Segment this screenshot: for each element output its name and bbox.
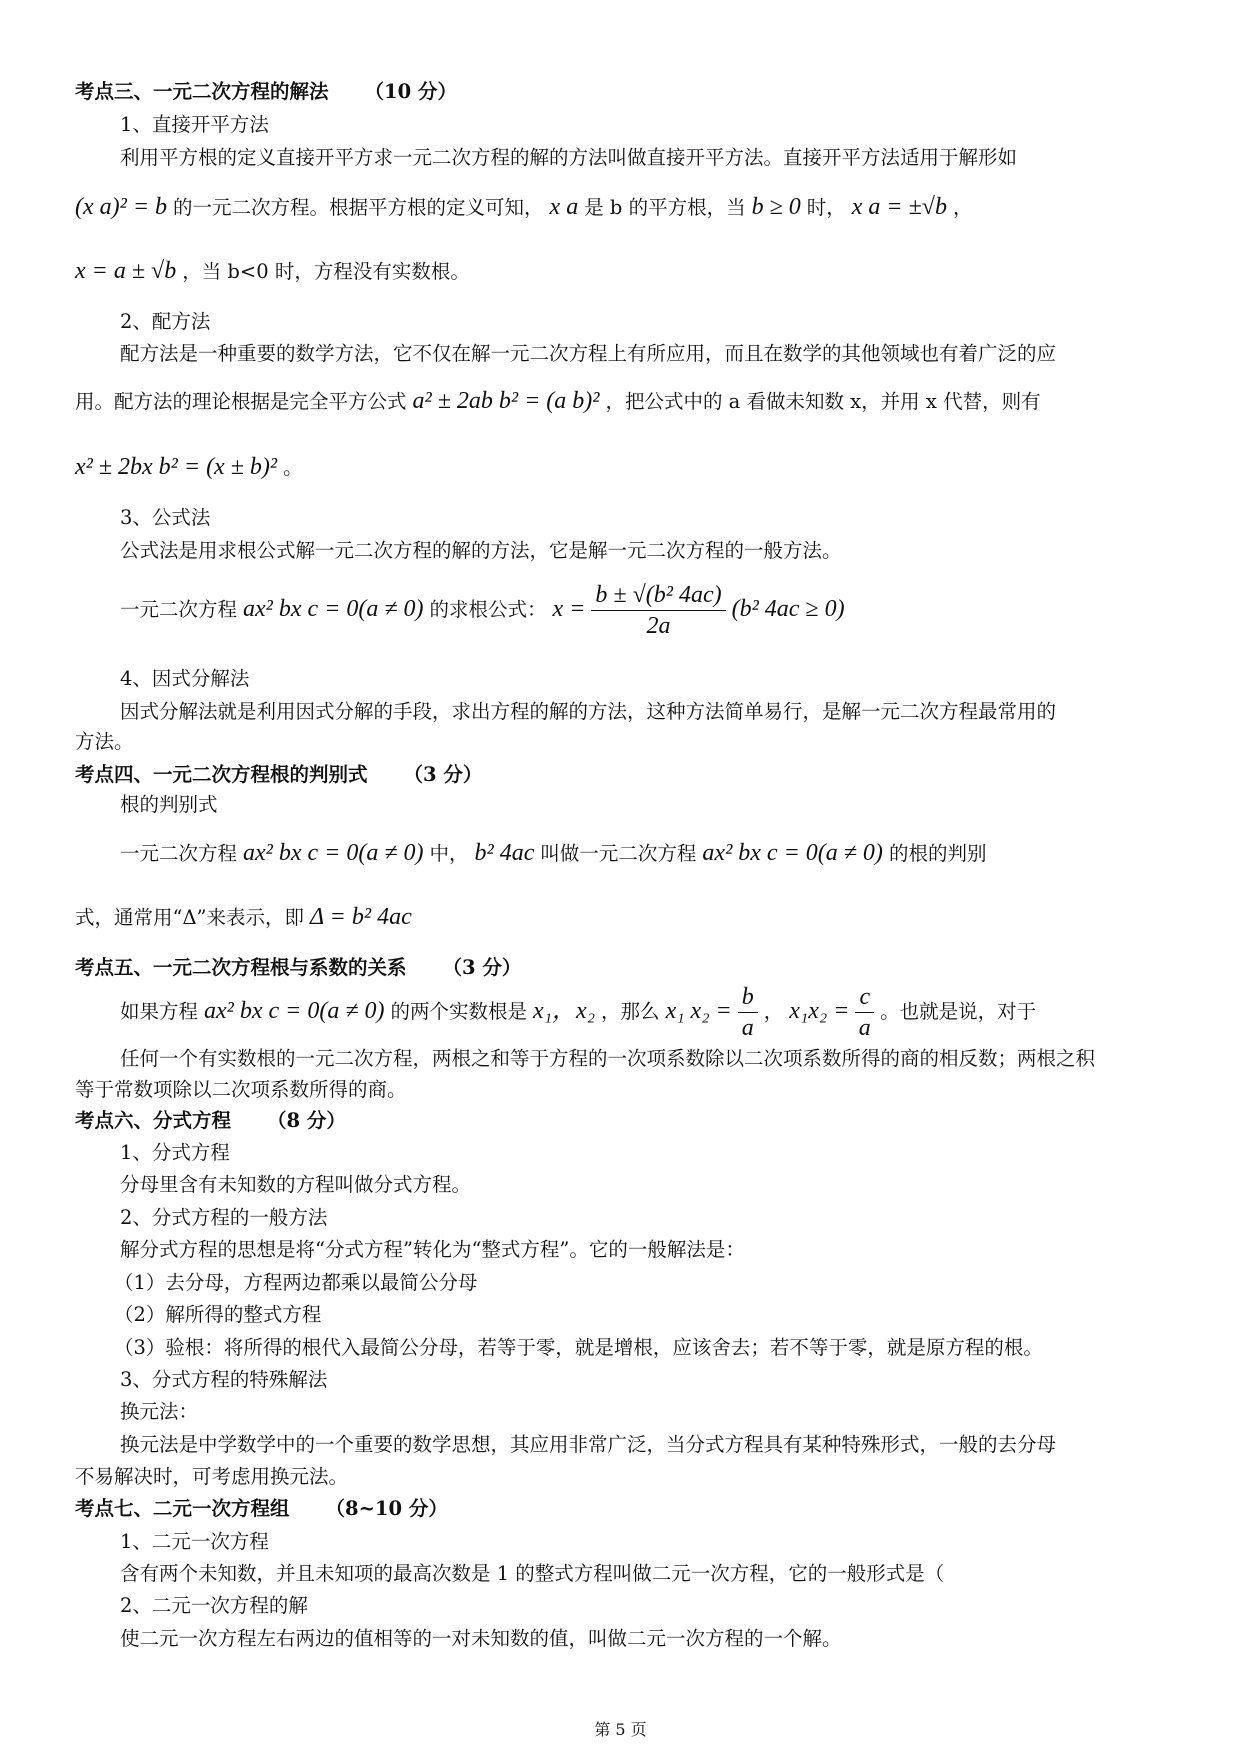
text-run: 如果方程 xyxy=(120,1000,199,1024)
heading-score: （8~10 分） xyxy=(325,1497,448,1520)
math-expr: x = xyxy=(552,596,586,623)
page-number: 第 5 页 xyxy=(594,1720,647,1739)
text-run: ，那么 xyxy=(601,1000,660,1024)
text-run: 的两个实数根是 xyxy=(390,1000,528,1024)
section-heading xyxy=(75,79,457,105)
subsection-title: 2、分式方程的一般方法 xyxy=(120,1206,328,1229)
math-expr: (x a)² = b xyxy=(75,194,168,220)
math-expr: b ≥ 0 xyxy=(751,194,801,220)
math-expr: ax² bx c = 0(a ≠ 0) xyxy=(204,998,385,1025)
text-run: 。也就是说，对于 xyxy=(880,1000,1037,1024)
text-run: 一元二次方程 xyxy=(120,842,238,865)
paragraph-line: 分母里含有未知数的方程叫做分式方程。 xyxy=(120,1173,472,1196)
heading-score: （10 分） xyxy=(364,80,457,103)
text-run: 。 xyxy=(283,456,303,479)
text-run: 的一元二次方程。根据平方根的定义可知， xyxy=(173,196,544,219)
text-run: 的求根公式： xyxy=(429,598,547,622)
fraction-numerator: c xyxy=(855,982,874,1013)
math-line xyxy=(120,580,845,641)
section-heading xyxy=(75,955,521,981)
math-expr: x² ± 2bx b² = (x ± b)² xyxy=(75,454,278,480)
sum-fraction xyxy=(738,982,758,1043)
list-item: （2）解所得的整式方程 xyxy=(114,1303,322,1326)
section-heading xyxy=(75,1496,448,1522)
math-line xyxy=(75,386,1041,417)
math-line xyxy=(75,902,412,933)
subsection-title: 换元法： xyxy=(120,1400,199,1423)
subsection-title: 4、因式分解法 xyxy=(120,667,250,690)
text-run: 是 b 的平方根，当 xyxy=(584,196,746,219)
text-run: 时， xyxy=(806,196,846,219)
paragraph-line: 公式法是用求根公式解一元二次方程的解的方法，它是解一元二次方程的一般方法。 xyxy=(120,539,842,562)
section-heading xyxy=(75,1108,346,1134)
subsection-title: 1、分式方程 xyxy=(120,1141,230,1164)
paragraph-line: 含有两个未知数，并且未知项的最高次数是 1 的整式方程叫做二元一次方程，它的一般形式是（ xyxy=(120,1562,945,1585)
fraction-numerator: b ± √(b² 4ac) xyxy=(591,580,725,611)
list-item: （1）去分母，方程两边都乘以最简公分母 xyxy=(114,1271,478,1294)
text-run: 用。配方法的理论根据是完全平方公式 xyxy=(75,390,407,413)
text-run: 式，通常用“Δ”来表示，即 xyxy=(75,906,305,929)
fraction-denominator: a xyxy=(858,1015,871,1041)
math-line xyxy=(75,256,470,287)
heading-score: （8 分） xyxy=(267,1109,346,1132)
math-expr: x a = ±√b xyxy=(851,194,947,220)
fraction-denominator: a xyxy=(741,1015,754,1041)
section-heading xyxy=(75,762,482,788)
heading-score: （3 分） xyxy=(442,956,522,979)
paragraph-line: 换元法是中学数学中的一个重要的数学思想，其应用非常广泛，当分式方程具有某种特殊形式，一般的去分母 xyxy=(120,1433,1057,1456)
paragraph-line: 解分式方程的思想是将“分式方程”转化为“整式方程”。它的一般解法是： xyxy=(120,1238,745,1261)
heading-text: 考点六、分式方程 xyxy=(75,1109,232,1132)
math-expr: x = a ± √b xyxy=(75,258,177,284)
heading-text: 考点三、一元二次方程的解法 xyxy=(75,80,329,103)
paragraph-line: 等于常数项除以二次项系数所得的商。 xyxy=(75,1078,407,1101)
heading-score: （3 分） xyxy=(403,763,483,786)
subsection-title: 2、二元一次方程的解 xyxy=(120,1594,308,1617)
subsection-title: 1、直接开平方法 xyxy=(120,113,269,136)
subsection-title: 1、二元一次方程 xyxy=(120,1530,269,1553)
subsection-title: 根的判别式 xyxy=(120,793,218,816)
text-run: 的根的判别 xyxy=(888,842,987,865)
paragraph-line: 因式分解法就是利用因式分解的手段，求出方程的解的方法，这种方法简单易行，是解一元二次方程最常用的 xyxy=(120,700,1057,723)
math-expr: x₁x₂ = xyxy=(789,998,850,1025)
math-expr: ax² bx c = 0(a ≠ 0) xyxy=(243,840,424,866)
text-run: 一元二次方程 xyxy=(120,598,238,622)
math-expr: b² 4ac xyxy=(474,840,535,866)
math-expr: x a xyxy=(549,194,579,220)
subsection-title: 3、分式方程的特殊解法 xyxy=(120,1368,328,1391)
math-line xyxy=(75,452,303,483)
heading-text: 考点五、一元二次方程根与系数的关系 xyxy=(75,956,407,979)
math-expr: ax² bx c = 0(a ≠ 0) xyxy=(702,840,883,866)
quadratic-formula-fraction xyxy=(591,580,725,641)
heading-text: 考点四、一元二次方程根的判别式 xyxy=(75,763,368,786)
math-expr: x₁ x₂ = xyxy=(665,998,732,1025)
paragraph-line: 不易解决时，可考虑用换元法。 xyxy=(75,1465,349,1488)
paragraph-line: 使二元一次方程左右两边的值相等的一对未知数的值，叫做二元一次方程的一个解。 xyxy=(120,1627,842,1650)
product-fraction xyxy=(855,982,874,1043)
paragraph-line: 方法。 xyxy=(75,730,134,753)
text-run: 中， xyxy=(429,842,469,865)
math-line xyxy=(75,192,973,223)
math-expr: Δ = b² 4ac xyxy=(310,904,412,930)
math-expr: ax² bx c = 0(a ≠ 0) xyxy=(243,596,424,623)
math-expr: x₁，x₂ xyxy=(533,998,596,1025)
subsection-title: 2、配方法 xyxy=(120,310,211,333)
heading-text: 考点七、二元一次方程组 xyxy=(75,1497,290,1520)
fraction-denominator: 2a xyxy=(646,613,671,639)
list-item: （3）验根：将所得的根代入最简公分母，若等于零，就是增根，应该舍去；若不等于零，就是原方程的根。 xyxy=(114,1336,1043,1359)
subsection-title: 3、公式法 xyxy=(120,506,211,529)
paragraph-line: 任何一个有实数根的一元二次方程，两根之和等于方程的一次项系数除以二次项系数所得的商的相反数；两根之积 xyxy=(120,1047,1096,1070)
text-run: ，当 b<0 时，方程没有实数根。 xyxy=(182,260,470,283)
text-run: ，把公式中的 a 看做未知数 x，并用 x 代替，则有 xyxy=(605,390,1041,413)
math-expr: (b² 4ac ≥ 0) xyxy=(731,596,845,623)
math-line xyxy=(120,838,986,869)
math-expr: a² ± 2ab b² = (a b)² xyxy=(412,388,600,414)
fraction-numerator: b xyxy=(738,982,758,1013)
text-run: ， xyxy=(763,1000,784,1024)
text-run: ， xyxy=(952,196,973,219)
paragraph-line: 利用平方根的定义直接开平方求一元二次方程的解的方法叫做直接开平方法。直接开平方法适用于解形如 xyxy=(120,146,1018,169)
math-line xyxy=(120,982,1036,1043)
text-run: 叫做一元二次方程 xyxy=(540,842,697,865)
paragraph-line: 配方法是一种重要的数学方法，它不仅在解一元二次方程上有所应用，而且在数学的其他领域也有着广泛的应 xyxy=(120,342,1057,365)
